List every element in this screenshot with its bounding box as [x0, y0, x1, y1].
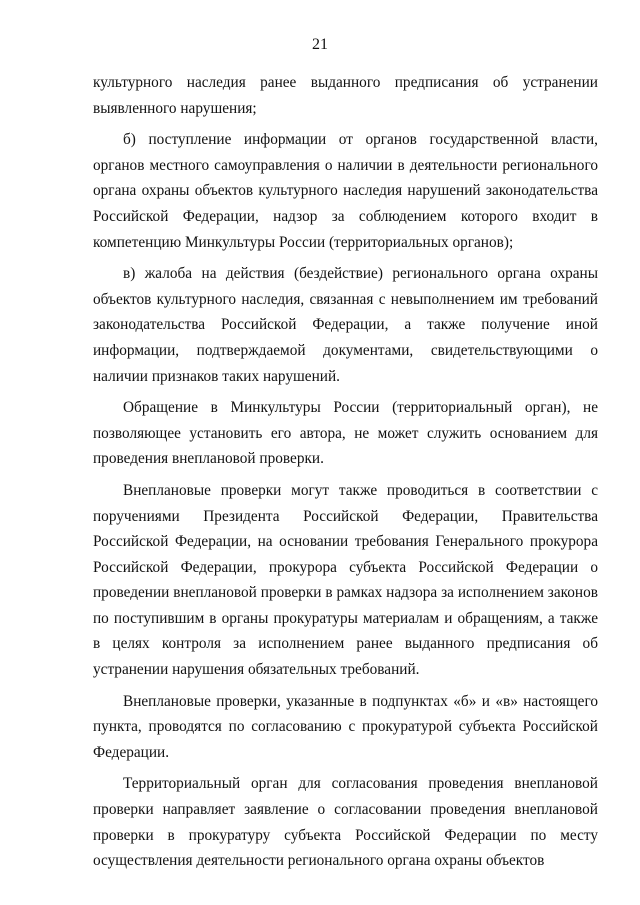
paragraph-prosecutor-agreement: Внеплановые проверки, указанные в подпунктах «б» и «в» настоящего пункта, проводятся по согласованию с прокуратурой субъекта Российской Федерации. [93, 692, 598, 761]
paragraph-territorial-body-request: Территориальный орган для согласования проведения внеплановой проверки направляет заявление о согласовании проведения внеплановой проверки в прокуратуру субъекта Российской Федерации по месту осуществления деятельности регионального органа охраны объектов [93, 775, 598, 870]
paragraph-item-b: б) поступление информации от органов государственной власти, органов местного самоуправления о наличии в деятельности регионального органа охраны объектов культурного наследия нарушений законодательства Российской Федерации, надзор за соблюдением которого входит в компетенцию Минкультуры России (территориальных органов); [93, 131, 598, 251]
paragraph-anonymous-appeal: Обращение в Минкультуры России (территориальный орган), не позволяющее установить его автора, не может служить основанием для проведения внеплановой проверки. [93, 399, 598, 468]
document-body [93, 70, 598, 880]
page-number: 21 [312, 36, 328, 53]
paragraph-unscheduled-inspections: Внеплановые проверки могут также проводиться в соответствии с поручениями Президента Российской Федерации, Правительства Российской Федерации, на основании требования Генерального прокурора Российской Федерации, прокурора субъекта Российской Федерации о проведении внеплановой проверки в рамках надзора за исполнением законов по поступившим в органы прокуратуры материалам и обращениям, а также в целях контроля за исполнением ранее выданного предписания об устранении нарушения обязательных требований. [93, 481, 598, 679]
paragraph-continuation: культурного наследия ранее выданного предписания об устранении выявленного нарушения; [93, 74, 598, 117]
paragraph-item-v: в) жалоба на действия (бездействие) регионального органа охраны объектов культурного наследия, связанная с невыполнением им требований законодательства Российской Федерации, а также получение иной информации, подтверждаемой документами, свидетельствующими о наличии признаков таких нарушений. [93, 265, 598, 385]
